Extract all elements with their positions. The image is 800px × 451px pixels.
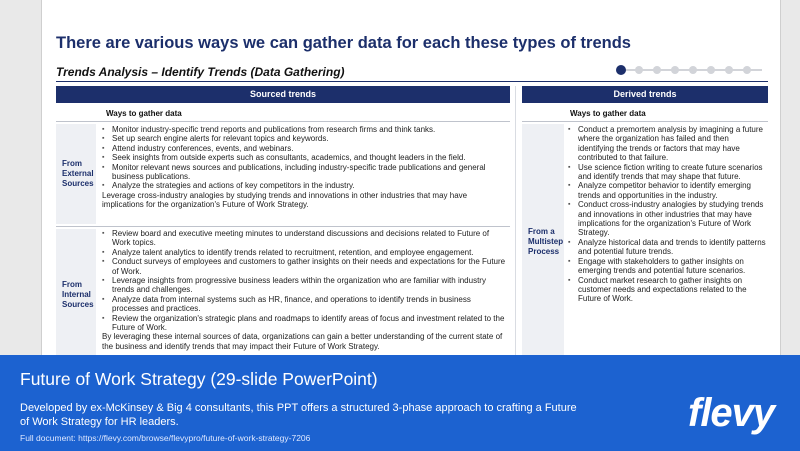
progress-dot-3 [653, 66, 661, 74]
row-label-external-line3: Sources [62, 179, 94, 188]
column-separator [515, 86, 516, 360]
row-label-multistep-line2: Multistep [528, 237, 564, 246]
list-item: ▪ Analyze competitor behavior to identify emerging trends and opportunities in the industry. [568, 181, 766, 200]
banner-title [20, 369, 378, 390]
list-item: ▪ Conduct surveys of employees and customers to gather insights on their needs and expectations for the Future of Work. [102, 257, 506, 276]
row-label-internal-line2: Internal [62, 289, 91, 299]
list-item: ▪ Monitor industry-specific trend reports and publications from research firms and think tanks. [102, 125, 506, 134]
slide-page [41, 0, 781, 360]
multistep-process-content [568, 125, 766, 304]
list-item: ▪ Engage with stakeholders to gather insights on emerging trends and potential future scenarios. [568, 257, 766, 276]
sourced-column-header: Ways to gather data [106, 109, 182, 118]
list-item: ▪ Seek insights from outside experts such as consultants, academics, and thought leaders in the field. [102, 153, 506, 162]
progress-dot-5 [689, 66, 697, 74]
banner-title-product: Future of Work Strategy [20, 369, 206, 389]
progress-dot-7 [725, 66, 733, 74]
progress-tracker [616, 64, 766, 76]
progress-dot-1 [616, 65, 626, 75]
document-link[interactable]: Full document: https://flevy.com/browse/flevypro/future-of-work-strategy-7206 [20, 433, 311, 443]
list-item: ▪ Use science fiction writing to create future scenarios and identify trends that may shape that future. [568, 163, 766, 182]
row-label-internal [56, 229, 96, 360]
progress-dot-2 [635, 66, 643, 74]
progress-dot-8 [743, 66, 751, 74]
row-label-external [56, 124, 96, 224]
internal-sources-content [102, 229, 506, 351]
flevy-logo: flevy [688, 391, 775, 435]
progress-dot-4 [671, 66, 679, 74]
title-rule [56, 81, 768, 82]
list-item: ▪ Set up search engine alerts for relevant topics and keywords. [102, 134, 506, 143]
promo-banner [0, 355, 800, 451]
row-label-multistep-line1: From a [528, 227, 555, 236]
derived-column-header: Ways to gather data [570, 109, 646, 118]
list-item: ▪ Conduct market research to gather insights on customer needs and expectations related to the Future of Work. [568, 276, 766, 304]
row-label-multistep [522, 124, 564, 360]
sourced-divider [56, 121, 510, 122]
row-label-internal-line3: Sources [62, 299, 94, 309]
external-sources-content [102, 125, 506, 210]
internal-note: By leveraging these internal sources of data, organizations can gain a better understanding of the current state of the business and identify trends that may impact their Future of Work Strategy. [102, 332, 503, 351]
list-item: ▪ Attend industry conferences, events, and webinars. [102, 144, 506, 153]
banner-title-detail: (29-slide PowerPoint) [205, 369, 378, 389]
slide-subtitle: Trends Analysis – Identify Trends (Data Gathering) [56, 65, 345, 79]
progress-dot-6 [707, 66, 715, 74]
external-note: Leverage cross-industry analogies by studying trends and innovations in other industries that may have implications for the organization's Future of Work Strategy. [102, 190, 468, 210]
row-label-external-line1: From [62, 159, 82, 168]
list-item: ▪ Conduct cross-industry analogies by studying trends and innovations in other industries that may have implications for the organization's Future of Work Strategy. [568, 200, 766, 238]
derived-divider [522, 121, 768, 122]
slide-title: There are various ways we can gather data for each these types of trends [56, 34, 631, 52]
row-label-internal-line1: From [62, 279, 82, 289]
list-item: ▪ Monitor relevant news sources and publications, including industry-specific trade publications and general business publications. [102, 163, 506, 182]
list-item: ▪ Analyze the strategies and actions of key competitors in the industry. [102, 181, 506, 190]
row-divider [56, 226, 510, 227]
row-label-multistep-line3: Process [528, 247, 560, 256]
list-item: ▪ Review the organization's strategic plans and roadmaps to identify areas of focus and investment related to the Future of Work. [102, 314, 506, 333]
list-item: ▪ Analyze data from internal systems such as HR, finance, and operations to identify trends in business processes and practices. [102, 295, 506, 314]
list-item: ▪ Analyze historical data and trends to identify patterns and potential future trends. [568, 238, 766, 257]
list-item: ▪ Leverage insights from progressive business leaders within the organization who are familiar with industry trends and challenges. [102, 276, 506, 295]
banner-description: Developed by ex-McKinsey & Big 4 consultants, this PPT offers a structured 3-phase approach to crafting a Future of Work Strategy for HR leaders. [20, 402, 577, 428]
list-item: ▪ Conduct a premortem analysis by imagining a future where the organization has failed and then identifying the trends or factors that may have contributed to that failure. [568, 125, 766, 163]
sourced-trends-header: Sourced trends [56, 86, 510, 103]
row-label-external-line2: External [62, 169, 94, 178]
derived-trends-header: Derived trends [522, 86, 768, 103]
list-item: ▪ Review board and executive meeting minutes to understand discussions and decisions related to Future of Work topics. [102, 229, 506, 248]
list-item: ▪ Analyze talent analytics to identify trends related to recruitment, retention, and employee engagement. [102, 248, 506, 257]
